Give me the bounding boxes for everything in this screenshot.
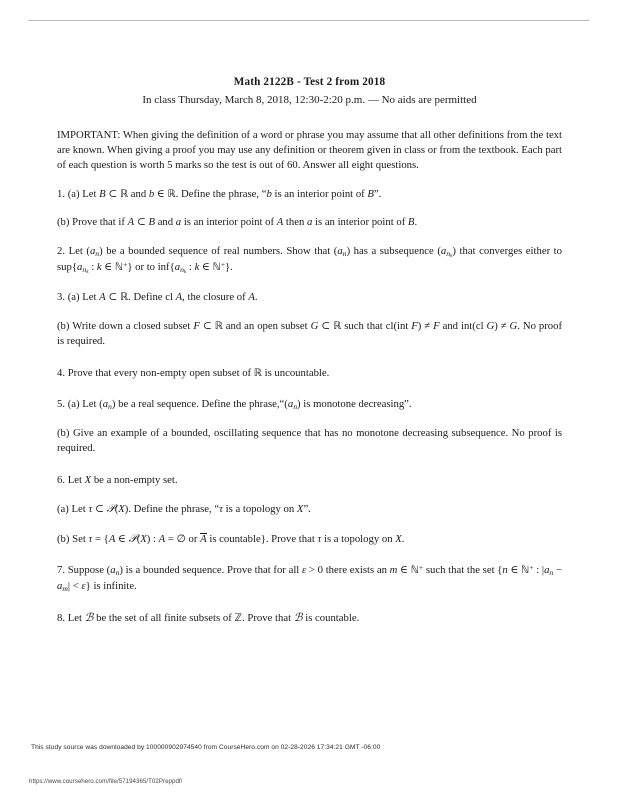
- question-5b: (b) Give an example of a bounded, oscillating sequence that has no monotone decreasing subsequence. No proof is required.: [57, 426, 562, 455]
- document-page: [28, 20, 589, 760]
- question-5a: 5. (a) Let $(a_n)$ be a real sequence. Define the $phrase,“(a_n)$ is monotone decreasing”.: [57, 398, 412, 412]
- question-2: 2. Let $(a_n)$ be a bounded sequence of real numbers. Show that $(a_n)$ has a subsequence $(a_{nk})$ that converges either to $sup\{a_{nk}$ : k ∈ ℕ+} or to $inf\{a_{nk}$ : k ∈ ℕ+}.: [57, 244, 562, 276]
- question-4: 4. Prove that every non-empty open subset of ℝ is uncountable.: [57, 366, 330, 379]
- question-8: 8. Let ℬ be the set of all finite subsets of ℤ. Prove that ℬ is countable.: [57, 611, 360, 625]
- document-body: [57, 76, 562, 640]
- question-1a: 1. (a) Let B ⊂ ℝ and b ∈ ℝ. Define the phrase, “b is an interior point of B”.: [57, 187, 382, 200]
- question-3a: 3. (a) Let A ⊂ ℝ. Define cl A, the closure of A.: [57, 290, 258, 303]
- important-paragraph-text: IMPORTANT: When giving the definition of a word or phrase you may assume that all other definitions from the text are known. When giving a proof you may use any definition or theorem given in class or from the textbook. Each part of each question is worth 5 marks so the test is out of 60. Answer all eight questions.: [57, 129, 562, 172]
- question-6a: (a) Let τ ⊂ 𝒫(X). Define the phrase, “τ is a topology on X”.: [57, 502, 311, 516]
- question-7: 7. Suppose $(a_n)$ is a bounded sequence. Prove that for all ε > 0 there exists an m ∈ ℕ+ such that the set {n ∈ ℕ+ : $|a_n - a_m| < \varepsilon$} is infinite.: [57, 563, 563, 593]
- download-note: This study source was downloaded by 100000902974540 from CourseHero.com on 02-28-2026 17:34:21 GMT -06:00: [31, 744, 381, 751]
- source-url: https://www.coursehero.com/file/57194365/T02Preppdf/: [29, 778, 183, 785]
- important-paragraph: [57, 128, 562, 174]
- question-6: 6. Let X be a non-empty set.: [57, 473, 178, 486]
- question-3b: (b) Write down a closed subset F ⊂ ℝ and an open subset G ⊂ ℝ such that cl(int F) ≠ F and int(cl G) ≠ G. No proof is required.: [57, 319, 563, 348]
- page-subtitle: In class Thursday, March 8, 2018, 12:30-2:20 p.m. — No aids are permitted: [142, 94, 477, 106]
- question-6b: (b) Set τ = {A ∈ 𝒫(X) : A = ∅ or A is countable}. Prove that τ is a topology on X.: [57, 531, 405, 545]
- question-1b: (b) Prove that if A ⊂ B and a is an interior point of A then a is an interior point of B.: [57, 216, 418, 229]
- page-title: Math 2122B - Test 2 from 2018: [233, 76, 386, 88]
